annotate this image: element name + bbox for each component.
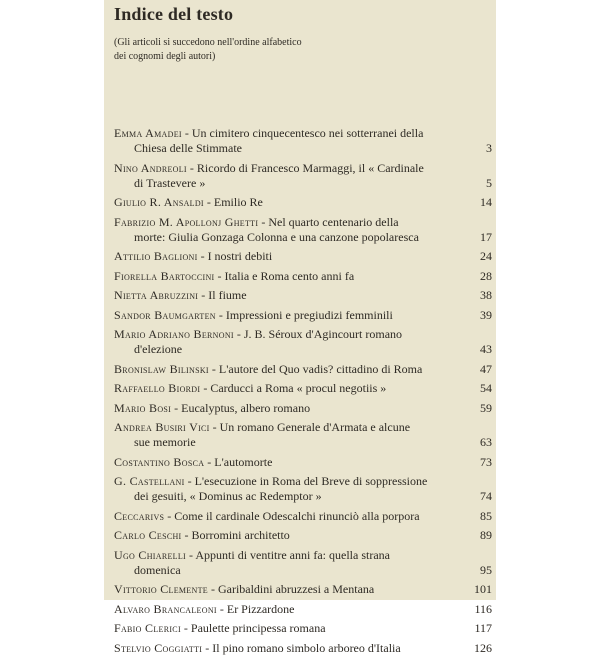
entry-line: Nino Andreoli - Ricordo di Francesco Marmaggi, il « Cardinale [114, 160, 424, 175]
entry-author: Nino Andreoli [114, 160, 187, 175]
entry-title: Carducci a Roma « procul negotiis » [210, 381, 387, 395]
entry-author: Carlo Ceschi [114, 528, 182, 542]
entry-line: Costantino Bosca - L'automorte [114, 454, 273, 469]
entry-title: domenica [134, 562, 181, 577]
entry-page-number: 24 [480, 249, 492, 263]
entry-author: Emma Amadei [114, 126, 182, 140]
index-entry [114, 455, 492, 470]
entry-author: Costantino Bosca [114, 454, 205, 469]
entry-author: Fabrizio M. Apollonj Ghetti [114, 214, 259, 229]
entry-title: J. B. Séroux d'Agincourt romano [243, 327, 403, 341]
entry-line [114, 563, 492, 578]
entry-author: Vittorio Clemente [114, 582, 208, 596]
entry-author: Sandor Baumgarten [114, 307, 216, 322]
index-entry [114, 641, 492, 656]
entry-line [114, 342, 492, 357]
entry-author: Raffaello Biordi [114, 381, 201, 395]
index-entry [114, 528, 492, 543]
entry-line: Bronislaw Bilinski - L'autore del Quo vadis? cittadino di Roma [114, 361, 423, 376]
entry-author: Nietta Abruzzini [114, 288, 199, 302]
entry-author: Alvaro Brancaleoni [114, 601, 217, 616]
entry-page-number: 117 [474, 621, 492, 635]
index-entry [114, 126, 492, 156]
entry-title: Er Pizzardone [226, 601, 295, 616]
index-entry [114, 582, 492, 597]
entry-author: Mario Adriano Bernoni [114, 327, 234, 341]
index-entry [114, 249, 492, 264]
entry-title: Eucalyptus, albero romano [181, 400, 311, 415]
index-entry [114, 327, 492, 357]
entry-line: Mario Adriano Bernoni - J. B. Séroux d'Agincourt romano [114, 327, 403, 341]
entry-page-number: 3 [486, 141, 492, 155]
entry-page-number: 38 [480, 288, 492, 302]
entry-title: Paulette principessa romana [190, 621, 326, 635]
entry-author: Ceccarivs [114, 508, 165, 523]
entry-line: Giulio R. Ansaldi - Emilio Re [114, 195, 263, 209]
entry-title: d'elezione [134, 342, 183, 356]
entry-title: dei gesuiti, « Dominus ac Redemptor » [134, 489, 322, 503]
entry-page-number: 116 [474, 601, 492, 616]
entry-line: Mario Bosi - Eucalyptus, albero romano [114, 400, 311, 415]
entry-line: Emma Amadei - Un cimitero cinquecentesco nei sotterranei della [114, 126, 424, 140]
index-entry [114, 420, 492, 450]
entry-title: Appunti di ventitre anni fa: quella strana [195, 547, 390, 562]
entry-title: Il pino romano simbolo arboreo d'Italia [212, 640, 401, 655]
entry-author: Giulio R. Ansaldi [114, 195, 204, 209]
entry-page-number: 95 [480, 562, 492, 577]
entry-page-number: 63 [480, 435, 492, 449]
index-entry [114, 308, 492, 323]
entry-line: Fiorella Bartoccini - Italia e Roma cento anni fa [114, 268, 355, 283]
entry-title: Garibaldini abruzzesi a Mentana [217, 582, 375, 596]
entry-page-number: 17 [480, 229, 492, 244]
entry-line: Alvaro Brancaleoni - Er Pizzardone [114, 601, 295, 616]
entry-title: Un romano Generale d'Armata e alcune [219, 420, 411, 434]
entry-title: Impressioni e pregiudizi femminili [225, 307, 393, 322]
entry-title: morte: Giulia Gonzaga Colonna e una canzone popolaresca [134, 229, 419, 244]
entry-line: Sandor Baumgarten - Impressioni e pregiudizi femminili [114, 307, 393, 322]
entry-author: Fiorella Bartoccini [114, 268, 215, 283]
entry-title: Borromini architetto [191, 528, 290, 542]
entry-page-number: 101 [474, 582, 492, 596]
entry-page-number: 126 [474, 640, 492, 655]
entry-page-number: 73 [480, 454, 492, 469]
entry-page-number: 28 [480, 268, 492, 283]
page-title: Indice del testo [114, 4, 234, 24]
entry-author: Bronislaw Bilinski [114, 361, 209, 376]
index-entry [114, 195, 492, 210]
entry-line: Stelvio Coggiatti - Il pino romano simbolo arboreo d'Italia [114, 640, 401, 655]
entry-page-number: 85 [480, 508, 492, 523]
entry-title: Un cimitero cinquecentesco nei sotterranei della [191, 126, 424, 140]
entry-line: Ugo Chiarelli - Appunti di ventitre anni fa: quella strana [114, 547, 390, 562]
entry-page-number: 43 [480, 342, 492, 356]
entry-author: Andrea Busiri Vici [114, 420, 210, 434]
ordering-note [114, 36, 302, 64]
index-entry [114, 362, 492, 377]
entry-page-number: 39 [480, 307, 492, 322]
index-entry [114, 602, 492, 617]
entry-line: Attilio Baglioni - I nostri debiti [114, 249, 273, 263]
index-entry [114, 288, 492, 303]
entry-line [114, 141, 492, 156]
entry-author: Attilio Baglioni [114, 249, 198, 263]
entry-title: Italia e Roma cento anni fa [224, 268, 355, 283]
index-entry [114, 161, 492, 191]
note-line: (Gli articoli si succedono nell'ordine alfabetico [114, 37, 302, 48]
entry-line [114, 489, 492, 504]
index-entry [114, 401, 492, 416]
entry-page-number: 89 [480, 528, 492, 542]
entry-title: Emilio Re [213, 195, 263, 209]
entry-page-number: 74 [480, 489, 492, 503]
entry-page-number: 59 [480, 400, 492, 415]
entry-title: Ricordo di Francesco Marmaggi, il « Cardinale [196, 160, 424, 175]
entry-author: Ugo Chiarelli [114, 547, 187, 562]
index-entry [114, 269, 492, 284]
entry-title: di Trastevere » [134, 175, 206, 190]
entry-page-number: 14 [480, 195, 492, 209]
entry-title: I nostri debiti [207, 249, 273, 263]
entry-line: Vittorio Clemente - Garibaldini abruzzesi a Mentana [114, 582, 375, 596]
entry-line: Fabrizio M. Apollonj Ghetti - Nel quarto centenario della [114, 214, 399, 229]
entry-title: L'esecuzione in Roma del Breve di soppressione [194, 474, 428, 488]
entry-page-number: 54 [480, 381, 492, 395]
entry-line [114, 176, 492, 191]
entry-author: Fabio Clerici [114, 621, 181, 635]
index-entry [114, 215, 492, 245]
entry-page-number: 5 [486, 175, 492, 190]
entry-author: G. Castellani [114, 474, 185, 488]
index-entry [114, 509, 492, 524]
index-entry [114, 381, 492, 396]
index-page [104, 0, 496, 655]
entry-line: Ceccarivs - Come il cardinale Odescalchi rinunciò alla porpora [114, 508, 420, 523]
index-entry [114, 474, 492, 504]
entry-line: Fabio Clerici - Paulette principessa romana [114, 621, 326, 635]
index-entry [114, 548, 492, 578]
entry-title: L'automorte [214, 454, 273, 469]
entry-title: Il fiume [208, 288, 247, 302]
entry-line: Carlo Ceschi - Borromini architetto [114, 528, 290, 542]
entry-line [114, 230, 492, 245]
entry-title: Chiesa delle Stimmate [134, 141, 242, 155]
entry-line [114, 435, 492, 450]
entry-line: Nietta Abruzzini - Il fiume [114, 288, 247, 302]
entry-page-number: 47 [480, 361, 492, 376]
entry-line: Andrea Busiri Vici - Un romano Generale d'Armata e alcune [114, 420, 411, 434]
entry-title: Come il cardinale Odescalchi rinunciò alla porpora [174, 508, 420, 523]
note-line: dei cognomi degli autori) [114, 51, 216, 62]
entry-line: G. Castellani - L'esecuzione in Roma del Breve di soppressione [114, 474, 428, 488]
entry-author: Stelvio Coggiatti [114, 640, 203, 655]
index-entry [114, 621, 492, 636]
index-entries [114, 126, 492, 660]
entry-title: Nel quarto centenario della [268, 214, 399, 229]
entry-author: Mario Bosi [114, 400, 172, 415]
entry-line: Raffaello Biordi - Carducci a Roma « procul negotiis » [114, 381, 387, 395]
entry-title: sue memorie [134, 435, 196, 449]
entry-title: L'autore del Quo vadis? cittadino di Roma [218, 361, 423, 376]
